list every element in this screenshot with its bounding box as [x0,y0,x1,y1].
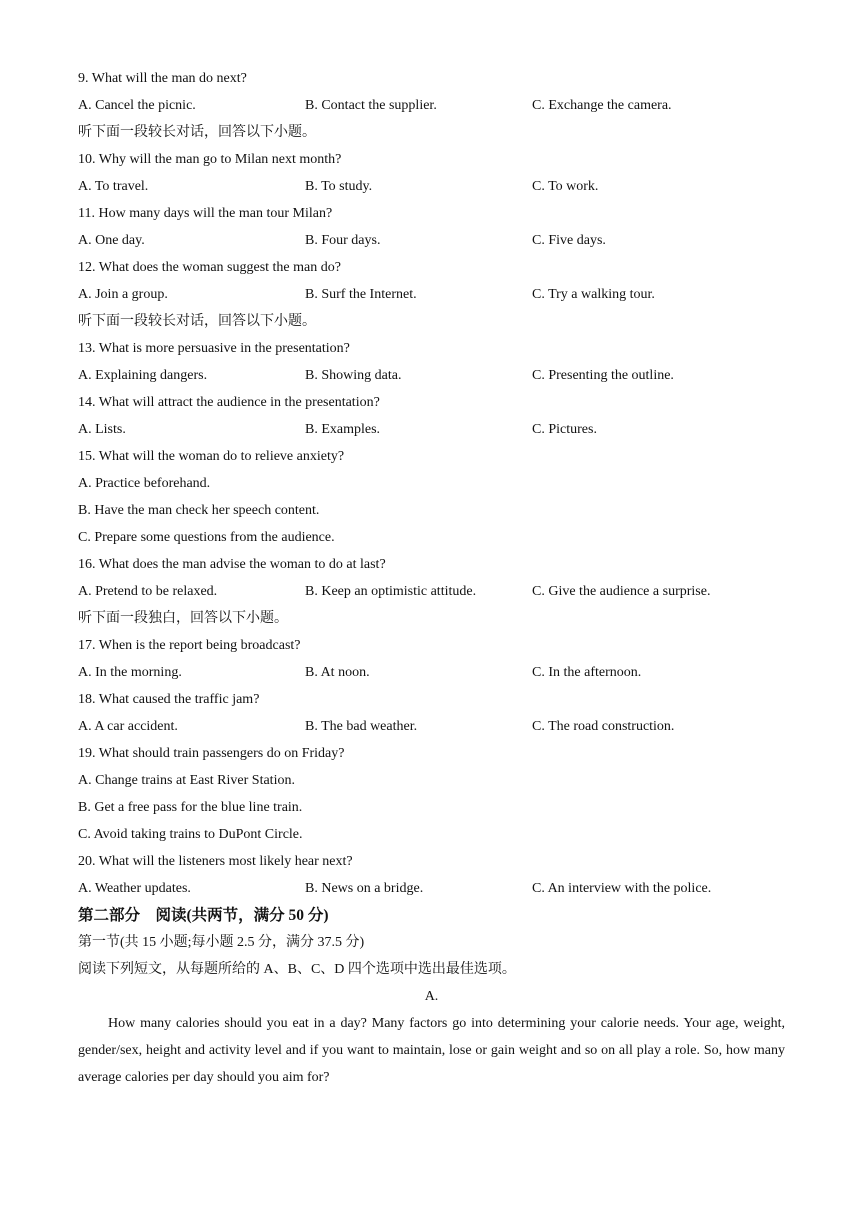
reading-instruction: 阅读下列短文，从每题所给的 A、B、C、D 四个选项中选出最佳选项。 [78,962,516,977]
option-b: B. Keep an optimistic attitude. [305,584,477,599]
document-content [78,65,785,1091]
section-one-line: 第一节(共 15 小题;每小题 2.5 分，满分 37.5 分) [78,935,365,950]
question-16: 16. What does the man advise the woman to do at last? [78,557,386,572]
option-c: C. Presenting the outline. [532,368,674,383]
question-9: 9. What will the man do next? [78,71,247,86]
option-b: B. The bad weather. [305,719,418,734]
option-a: A. Cancel the picnic. [78,98,196,113]
option-a: A. Lists. [78,422,126,437]
question-18-options [78,713,785,740]
question-20: 20. What will the listeners most likely hear next? [78,854,353,869]
option-c: C. In the afternoon. [532,665,642,680]
passage-label: A. [424,989,439,1004]
question-10-options [78,173,785,200]
part-two-heading: 第二部分 阅读(共两节，满分 50 分) [78,907,329,924]
option-a: A. Weather updates. [78,881,191,896]
question-14-options [78,416,785,443]
question-9-options [78,92,785,119]
question-20-options [78,875,785,902]
option-b: B. Surf the Internet. [305,287,417,302]
option-b: B. Contact the supplier. [305,98,437,113]
option-b: B. To study. [305,179,373,194]
question-12: 12. What does the woman suggest the man do? [78,260,341,275]
option-a: A. One day. [78,233,145,248]
option-b: B. News on a bridge. [305,881,424,896]
option-c: C. Prepare some questions from the audience. [78,530,335,545]
option-a: A. In the morning. [78,665,182,680]
instruction-long-dialogue-2: 听下面一段较长对话，回答以下小题。 [78,314,316,329]
option-a: A. Join a group. [78,287,168,302]
option-b: B. Have the man check her speech content. [78,503,320,518]
option-c: C. Give the audience a surprise. [532,584,711,599]
question-18: 18. What caused the traffic jam? [78,692,260,707]
question-14: 14. What will attract the audience in the presentation? [78,395,380,410]
question-10: 10. Why will the man go to Milan next month? [78,152,342,167]
instruction-long-dialogue-1: 听下面一段较长对话，回答以下小题。 [78,125,316,140]
option-b: B. At noon. [305,665,370,680]
option-b: B. Four days. [305,233,381,248]
option-a: A. Explaining dangers. [78,368,208,383]
question-12-options [78,281,785,308]
option-a: A. To travel. [78,179,149,194]
question-17-options [78,659,785,686]
option-b: B. Get a free pass for the blue line train. [78,800,303,815]
question-17: 17. When is the report being broadcast? [78,638,301,653]
option-c: C. Exchange the camera. [532,98,672,113]
option-c: C. An interview with the police. [532,881,712,896]
option-a: A. Pretend to be relaxed. [78,584,218,599]
option-c: C. Five days. [532,233,606,248]
question-16-options [78,578,785,605]
question-11-options [78,227,785,254]
option-b: B. Examples. [305,422,381,437]
question-19: 19. What should train passengers do on Friday? [78,746,345,761]
instruction-monologue: 听下面一段独白，回答以下小题。 [78,611,288,626]
question-13-options [78,362,785,389]
option-c: C. To work. [532,179,599,194]
question-15: 15. What will the woman do to relieve anxiety? [78,449,345,464]
option-c: C. Pictures. [532,422,597,437]
passage-paragraph: How many calories should you eat in a day? Many factors go into determining your calorie needs. Your age, weight, gender/sex, height and activity level and if you want to maintain, lose or gain weight and so on all play a role. So, how many average calories per day should you aim for? [78,1016,785,1085]
option-a: A. Practice beforehand. [78,476,211,491]
option-b: B. Showing data. [305,368,402,383]
question-13: 13. What is more persuasive in the presentation? [78,341,350,356]
option-a: A. A car accident. [78,719,178,734]
option-c: C. The road construction. [532,719,675,734]
question-11: 11. How many days will the man tour Milan? [78,206,333,221]
option-a: A. Change trains at East River Station. [78,773,295,788]
option-c: C. Try a walking tour. [532,287,655,302]
option-c: C. Avoid taking trains to DuPont Circle. [78,827,303,842]
